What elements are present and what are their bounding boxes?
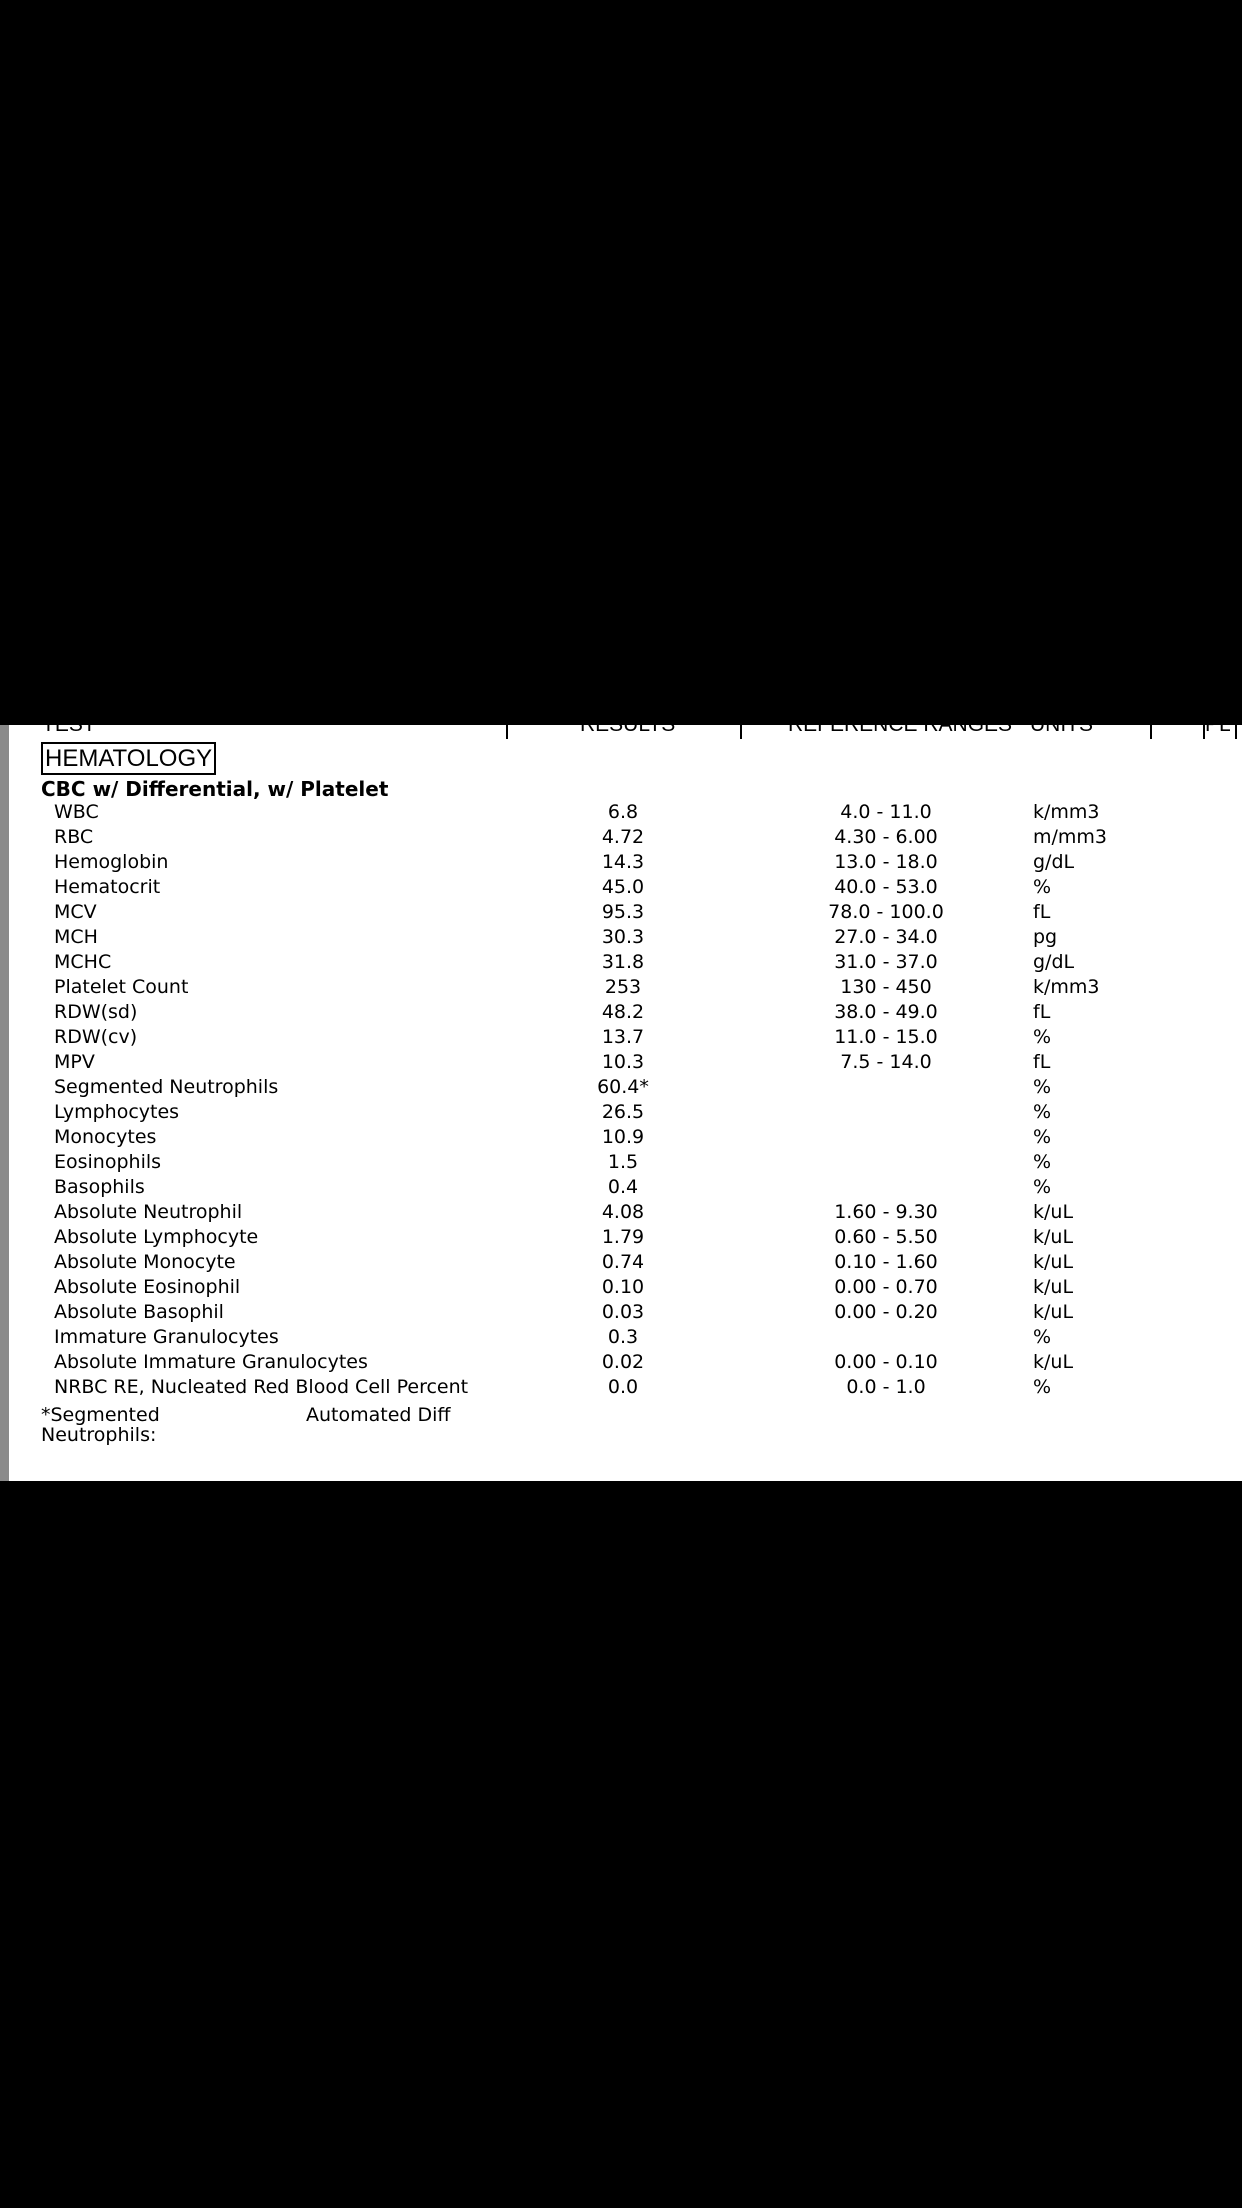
test-result: 4.08 [601, 1201, 645, 1223]
test-units: k/uL [1033, 1276, 1074, 1298]
test-result: 0.0 [607, 1376, 639, 1398]
test-result: 1.5 [607, 1151, 639, 1173]
test-result: 30.3 [601, 926, 645, 948]
header-divider [740, 723, 742, 739]
reference-range: 0.60 - 5.50 [834, 1226, 938, 1248]
reference-range: 31.0 - 37.0 [834, 951, 938, 973]
test-result: 6.8 [607, 801, 639, 823]
test-result: 4.72 [601, 826, 645, 848]
test-name: Absolute Lymphocyte [54, 1226, 259, 1248]
reference-range: 4.0 - 11.0 [840, 801, 932, 823]
test-units: k/mm3 [1033, 801, 1100, 823]
reference-range: 27.0 - 34.0 [834, 926, 938, 948]
table-row [0, 1125, 1242, 1150]
test-name: MCH [54, 926, 98, 948]
test-name: MPV [54, 1051, 95, 1073]
table-row [0, 975, 1242, 1000]
reference-range: 0.00 - 0.10 [834, 1351, 938, 1373]
table-row [0, 1325, 1242, 1350]
test-name: Platelet Count [54, 976, 189, 998]
table-row [0, 850, 1242, 875]
table-row [0, 1050, 1242, 1075]
test-units: % [1033, 1376, 1052, 1398]
table-row [0, 1225, 1242, 1250]
header-test: TEST [42, 713, 96, 736]
table-row [0, 1350, 1242, 1375]
test-units: fL [1033, 1001, 1051, 1023]
test-result: 60.4* [597, 1076, 649, 1098]
reference-range: 78.0 - 100.0 [828, 901, 944, 923]
test-result: 14.3 [601, 851, 645, 873]
table-row [0, 1200, 1242, 1225]
header-units: UNITS [1030, 713, 1093, 736]
test-units: k/uL [1033, 1301, 1074, 1323]
test-name: Absolute Immature Granulocytes [54, 1351, 368, 1373]
test-units: fL [1033, 901, 1051, 923]
test-name: Hemoglobin [54, 851, 169, 873]
reference-range: 40.0 - 53.0 [834, 876, 938, 898]
reference-range: 4.30 - 6.00 [834, 826, 938, 848]
table-row [0, 900, 1242, 925]
test-name: Absolute Monocyte [54, 1251, 236, 1273]
test-result: 10.3 [601, 1051, 645, 1073]
test-result: 1.79 [601, 1226, 645, 1248]
footnote-line: *Segmented [41, 1404, 160, 1426]
test-name: Lymphocytes [54, 1101, 180, 1123]
footnote-label [41, 1405, 160, 1445]
section-title: HEMATOLOGY [41, 742, 216, 775]
test-result: 0.10 [601, 1276, 645, 1298]
table-row [0, 1175, 1242, 1200]
test-result: 0.3 [607, 1326, 639, 1348]
reference-range: 0.00 - 0.20 [834, 1301, 938, 1323]
test-name: MCV [54, 901, 97, 923]
test-units: pg [1033, 926, 1058, 948]
test-units: fL [1033, 1051, 1051, 1073]
reference-range: 38.0 - 49.0 [834, 1001, 938, 1023]
test-units: % [1033, 1151, 1052, 1173]
test-units: % [1033, 1101, 1052, 1123]
table-row [0, 1150, 1242, 1175]
reference-range: 0.00 - 0.70 [834, 1276, 938, 1298]
footnote-note: Automated Diff [306, 1404, 451, 1426]
table-row [0, 1250, 1242, 1275]
lab-report [0, 713, 1242, 1481]
test-result: 31.8 [601, 951, 645, 973]
table-row [0, 825, 1242, 850]
test-result: 0.4 [607, 1176, 639, 1198]
test-result: 0.03 [601, 1301, 645, 1323]
test-name: Monocytes [54, 1126, 157, 1148]
test-units: k/uL [1033, 1226, 1074, 1248]
test-result: 26.5 [601, 1101, 645, 1123]
test-name: Hematocrit [54, 876, 161, 898]
panel-title: CBC w/ Differential, w/ Platelet [41, 777, 389, 801]
test-name: Segmented Neutrophils [54, 1076, 279, 1098]
header-results: RESULTS [580, 713, 676, 736]
test-units: % [1033, 1326, 1052, 1348]
test-name: Immature Granulocytes [54, 1326, 279, 1348]
test-name: NRBC RE, Nucleated Red Blood Cell Percent [54, 1376, 469, 1398]
footnote-line: Neutrophils: [41, 1424, 157, 1446]
table-row [0, 1075, 1242, 1100]
test-name: Eosinophils [54, 1151, 162, 1173]
test-result: 13.7 [601, 1026, 645, 1048]
test-result: 48.2 [601, 1001, 645, 1023]
reference-range: 7.5 - 14.0 [840, 1051, 932, 1073]
test-units: g/dL [1033, 951, 1075, 973]
test-name: WBC [54, 801, 99, 823]
test-name: Basophils [54, 1176, 145, 1198]
header-pl: PL [1205, 713, 1231, 736]
column-header [0, 713, 1242, 739]
reference-range: 11.0 - 15.0 [834, 1026, 938, 1048]
test-name: RDW(cv) [54, 1026, 138, 1048]
header-divider [1150, 723, 1152, 739]
test-result: 95.3 [601, 901, 645, 923]
table-row [0, 875, 1242, 900]
test-units: % [1033, 1076, 1052, 1098]
test-result: 10.9 [601, 1126, 645, 1148]
test-units: % [1033, 1026, 1052, 1048]
results-table [0, 800, 1242, 1400]
test-result: 0.02 [601, 1351, 645, 1373]
test-name: MCHC [54, 951, 112, 973]
test-name: Absolute Basophil [54, 1301, 224, 1323]
test-result: 0.74 [601, 1251, 645, 1273]
test-units: % [1033, 1176, 1052, 1198]
test-units: k/uL [1033, 1351, 1074, 1373]
test-units: m/mm3 [1033, 826, 1108, 848]
test-result: 253 [604, 976, 642, 998]
test-units: k/uL [1033, 1201, 1074, 1223]
test-units: % [1033, 1126, 1052, 1148]
reference-range: 13.0 - 18.0 [834, 851, 938, 873]
header-divider [506, 723, 508, 739]
reference-range: 1.60 - 9.30 [834, 1201, 938, 1223]
reference-range: 130 - 450 [840, 976, 932, 998]
table-row [0, 925, 1242, 950]
test-name: RBC [54, 826, 94, 848]
table-row [0, 800, 1242, 825]
header-divider [1235, 723, 1237, 739]
table-row [0, 1375, 1242, 1400]
table-row [0, 1275, 1242, 1300]
table-row [0, 1000, 1242, 1025]
test-units: k/uL [1033, 1251, 1074, 1273]
test-units: g/dL [1033, 851, 1075, 873]
test-result: 45.0 [601, 876, 645, 898]
test-name: Absolute Eosinophil [54, 1276, 241, 1298]
test-name: RDW(sd) [54, 1001, 138, 1023]
header-reference-ranges: REFERENCE RANGES [788, 713, 1013, 736]
table-row [0, 950, 1242, 975]
reference-range: 0.0 - 1.0 [846, 1376, 926, 1398]
test-units: % [1033, 876, 1052, 898]
test-units: k/mm3 [1033, 976, 1100, 998]
reference-range: 0.10 - 1.60 [834, 1251, 938, 1273]
table-row [0, 1100, 1242, 1125]
test-name: Absolute Neutrophil [54, 1201, 243, 1223]
table-row [0, 1300, 1242, 1325]
table-row [0, 1025, 1242, 1050]
